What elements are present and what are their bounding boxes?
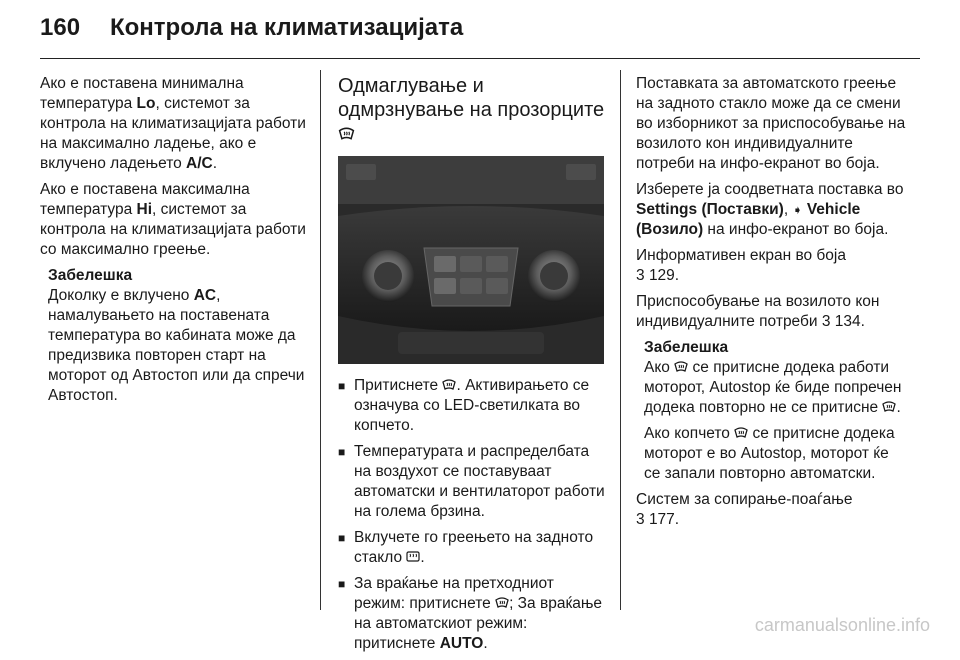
header-rule bbox=[40, 58, 920, 59]
text: Систем за сопирање-поаѓање bbox=[636, 491, 853, 508]
list-item bbox=[338, 574, 606, 654]
text: на инфо-екранот во боја. bbox=[703, 221, 889, 238]
text: Ако копчето bbox=[644, 425, 735, 442]
ac-label: A/C bbox=[186, 155, 213, 172]
rear-window-heating-icon bbox=[406, 550, 420, 563]
ac-label: AC bbox=[193, 287, 217, 304]
vehicle-label: Vehicle (Возило) bbox=[636, 201, 861, 238]
settings-label: Settings (Поставки) bbox=[636, 201, 784, 218]
list-item bbox=[338, 528, 606, 568]
climate-control-panel-photo bbox=[338, 156, 604, 364]
note-body-2 bbox=[644, 424, 906, 484]
climate-panel-illustration bbox=[338, 156, 604, 364]
auto-label: AUTO bbox=[439, 635, 484, 652]
paragraph-personalisation bbox=[636, 292, 906, 332]
text: За враќање на претходниот режим: притиснете bbox=[354, 575, 554, 612]
text: . Активирањето се означува со LED-светилката во копчето. bbox=[354, 377, 590, 434]
text: Ако е поставена минимална температура bbox=[40, 75, 244, 112]
text: . bbox=[420, 549, 425, 566]
text: , системот за контрола на климатизацијата работи со максимално греење. bbox=[40, 201, 306, 258]
windscreen-defrost-icon bbox=[882, 400, 896, 413]
page-reference-icon: 3 bbox=[821, 313, 831, 330]
paragraph-auto-heating: Поставката за автоматското греење на задното стакло може да се смени во изборникот за приспособување на возилото кон индивидуалните потреби на инфо-екранот во боја. bbox=[636, 75, 906, 172]
column-3 bbox=[636, 74, 906, 536]
text: Температурата и распределбата на воздухот се поставуваат автоматски и вентилаторот работи на голема брзина. bbox=[354, 443, 605, 520]
section-title-text: Одмаглување и одмрзнување на прозорците bbox=[338, 75, 605, 121]
hi-label: Hi bbox=[136, 201, 153, 218]
page-title: Контрола на климатизацијата bbox=[110, 14, 464, 41]
list-item bbox=[338, 376, 606, 436]
text: Приспособување на возилото кон индивидуалните потреби bbox=[636, 293, 880, 330]
note-body bbox=[48, 286, 310, 406]
text: . bbox=[212, 155, 218, 172]
text: ; За враќање на автоматскиот режим: притиснете bbox=[354, 595, 603, 652]
text: . bbox=[896, 399, 901, 416]
page-number: 160 bbox=[40, 14, 81, 41]
text: , системот за контрола на климатизацијата работи на максимално ладење, ако е вклучено ладењето bbox=[40, 95, 306, 172]
windscreen-defrost-icon bbox=[734, 426, 748, 439]
text: Изберете ја соодветната поставка во bbox=[636, 181, 904, 198]
note-title: Забелешка bbox=[644, 339, 729, 356]
text: , bbox=[783, 201, 793, 218]
paragraph-stop-start bbox=[636, 490, 906, 530]
section-title bbox=[338, 74, 606, 146]
windscreen-defrost-icon bbox=[495, 596, 509, 609]
paragraph-select-setting bbox=[636, 180, 906, 240]
text: се притисне додека работи моторот, Autostop ќе биде попречен додека повторно не се притисне bbox=[644, 359, 902, 416]
note-title: Забелешка bbox=[48, 267, 133, 284]
text: , намалувањето на поставената температура во кабината може да предизвика повторен старт на моторот од Автостоп или да спречи Автостоп. bbox=[48, 287, 305, 404]
text: Притиснете bbox=[354, 377, 443, 394]
note-autostop-defrost bbox=[636, 338, 906, 484]
text: . bbox=[483, 635, 488, 652]
page-reference-icon: 3 bbox=[636, 267, 645, 284]
page-header bbox=[40, 14, 463, 54]
windscreen-defrost-icon bbox=[338, 126, 355, 141]
watermark: carmanualsonline.info bbox=[754, 615, 930, 635]
windscreen-defrost-icon bbox=[442, 378, 456, 391]
menu-arrow-icon: ➧ bbox=[792, 203, 803, 217]
note-autostop bbox=[40, 266, 310, 406]
text: Доколку е вклучено bbox=[48, 287, 194, 304]
text: Информативен екран во боја bbox=[636, 247, 846, 264]
page-reference[interactable]: 134. bbox=[834, 313, 865, 330]
column-1 bbox=[40, 74, 310, 412]
windscreen-defrost-icon bbox=[674, 360, 688, 373]
paragraph-min-temp bbox=[40, 74, 310, 174]
paragraph-info-display bbox=[636, 246, 906, 286]
text: Вклучете го греењето на задното стакло bbox=[354, 529, 594, 566]
page-reference[interactable]: 177. bbox=[648, 511, 680, 528]
page-reference[interactable]: 129. bbox=[648, 267, 680, 284]
instruction-list bbox=[338, 376, 606, 654]
column-2 bbox=[338, 74, 606, 660]
paragraph-max-temp bbox=[40, 180, 310, 260]
page-reference-icon: 3 bbox=[636, 511, 645, 528]
lo-label: Lo bbox=[136, 95, 156, 112]
column-divider-2 bbox=[620, 70, 621, 610]
column-divider-1 bbox=[320, 70, 321, 610]
text: Ако е поставена максимална температура bbox=[40, 181, 250, 218]
note-body-1 bbox=[644, 358, 906, 418]
list-item bbox=[338, 442, 606, 522]
text: се притисне додека моторот е во Autostop, моторот ќе се запали повторно автоматски. bbox=[644, 425, 895, 482]
text: Ако bbox=[644, 359, 675, 376]
